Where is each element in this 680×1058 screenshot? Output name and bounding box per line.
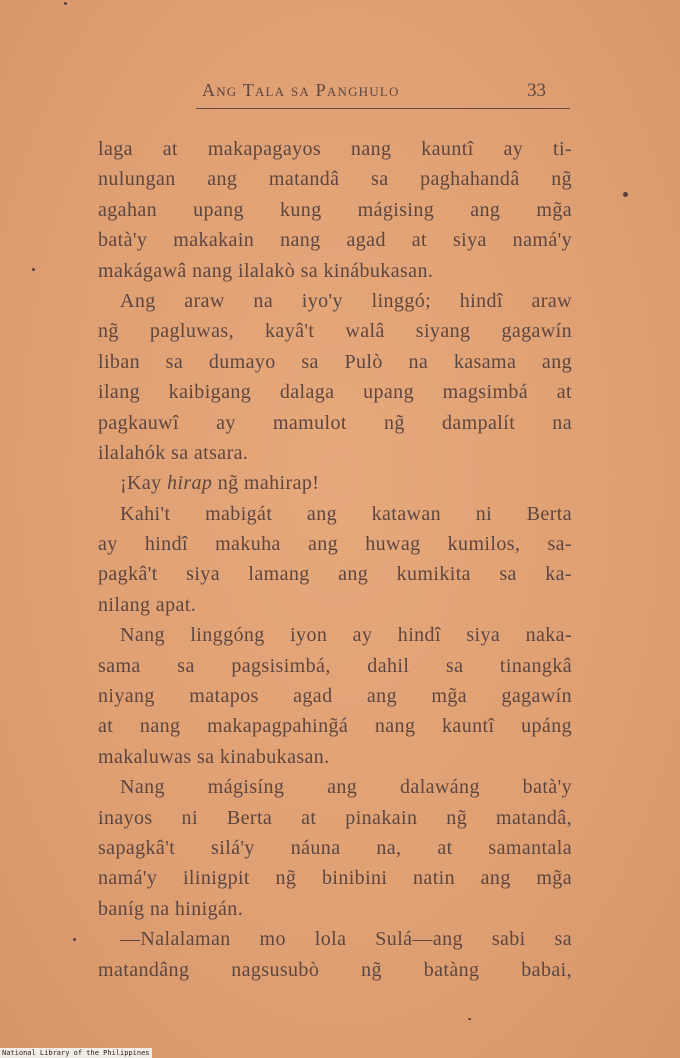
text-line: agahan upang kung mágising ang mg̃a <box>98 198 572 221</box>
text-line: at nang makapagpahing̃á nang kauntî upáng <box>98 715 572 738</box>
text-line: laga at makapagayos nang kauntî ay ti- <box>98 138 572 160</box>
paper-speck <box>468 1018 471 1020</box>
text-line: sama sa pagsisimbá, dahil sa tinangkâ <box>98 654 572 677</box>
text-line: ng̃ pagluwas, kayâ't walâ siyang gagawín <box>98 320 572 343</box>
text-line: —Nalalaman mo lola Sulá—ang sabi sa <box>120 928 572 951</box>
text-line: matandâng nagsusubò ng̃ batàng babai, <box>98 958 572 981</box>
text-line: pagkauwî ay mamulot ng̃ dampalít na <box>98 411 572 434</box>
text-line: nulungan ang matandâ sa paghahandâ ng̃ <box>98 168 572 191</box>
text-line: ilang kaibigang dalaga upang magsimbá at <box>98 381 572 404</box>
text-line: inayos ni Berta at pinakain ng̃ matandâ, <box>98 806 572 829</box>
text-line: ay hindî makuha ang huwag kumilos, sa- <box>98 533 572 556</box>
text-line: batà'y makakain nang agad at siya namá'y <box>98 229 572 252</box>
body-text <box>98 134 572 985</box>
page-number: 33 <box>527 80 546 101</box>
emphasis-before: ¡Kay <box>120 472 167 495</box>
paper-speck <box>623 192 628 197</box>
text-line: makaluwas sa kinabukasan. <box>98 745 330 768</box>
text-line: Ang araw na iyo'y linggó; hindî araw <box>120 289 572 312</box>
paper-speck <box>73 938 76 941</box>
paper-speck <box>64 2 67 5</box>
text-line: Nang linggóng iyon ay hindî siya naka- <box>120 624 572 647</box>
emphasis-after: ng̃ mahirap! <box>212 472 320 495</box>
text-line: Kahi't mabigát ang katawan ni Berta <box>120 502 572 525</box>
text-line: pagkâ't siya lamang ang kumikita sa ka- <box>98 563 572 586</box>
text-line: ilalahók sa atsara. <box>98 441 249 464</box>
scan-credit: National Library of the Philippines <box>2 1049 150 1057</box>
text-line: makágawâ nang ilalakò sa kinábukasan. <box>98 259 434 282</box>
text-line-emphasis <box>98 468 572 498</box>
text-line: sapagkâ't silá'y náuna na, at samantala <box>98 836 572 859</box>
text-line: namá'y ilinigpit ng̃ binibini natin ang mg̃a <box>98 867 572 890</box>
text-line: nilang apat. <box>98 593 197 616</box>
text-line: baníg na hinigán. <box>98 897 244 920</box>
paper-speck <box>32 268 35 271</box>
text-line: Nang mágisíng ang dalawáng batà'y <box>120 776 572 799</box>
running-header <box>196 80 570 109</box>
emphasis-italic: hirap <box>166 472 213 495</box>
running-title: Ang Tala sa Panghulo <box>202 80 400 100</box>
text-line: niyang matapos agad ang mg̃a gagawín <box>98 685 572 708</box>
text-line: liban sa dumayo sa Pulò na kasama ang <box>98 350 572 373</box>
